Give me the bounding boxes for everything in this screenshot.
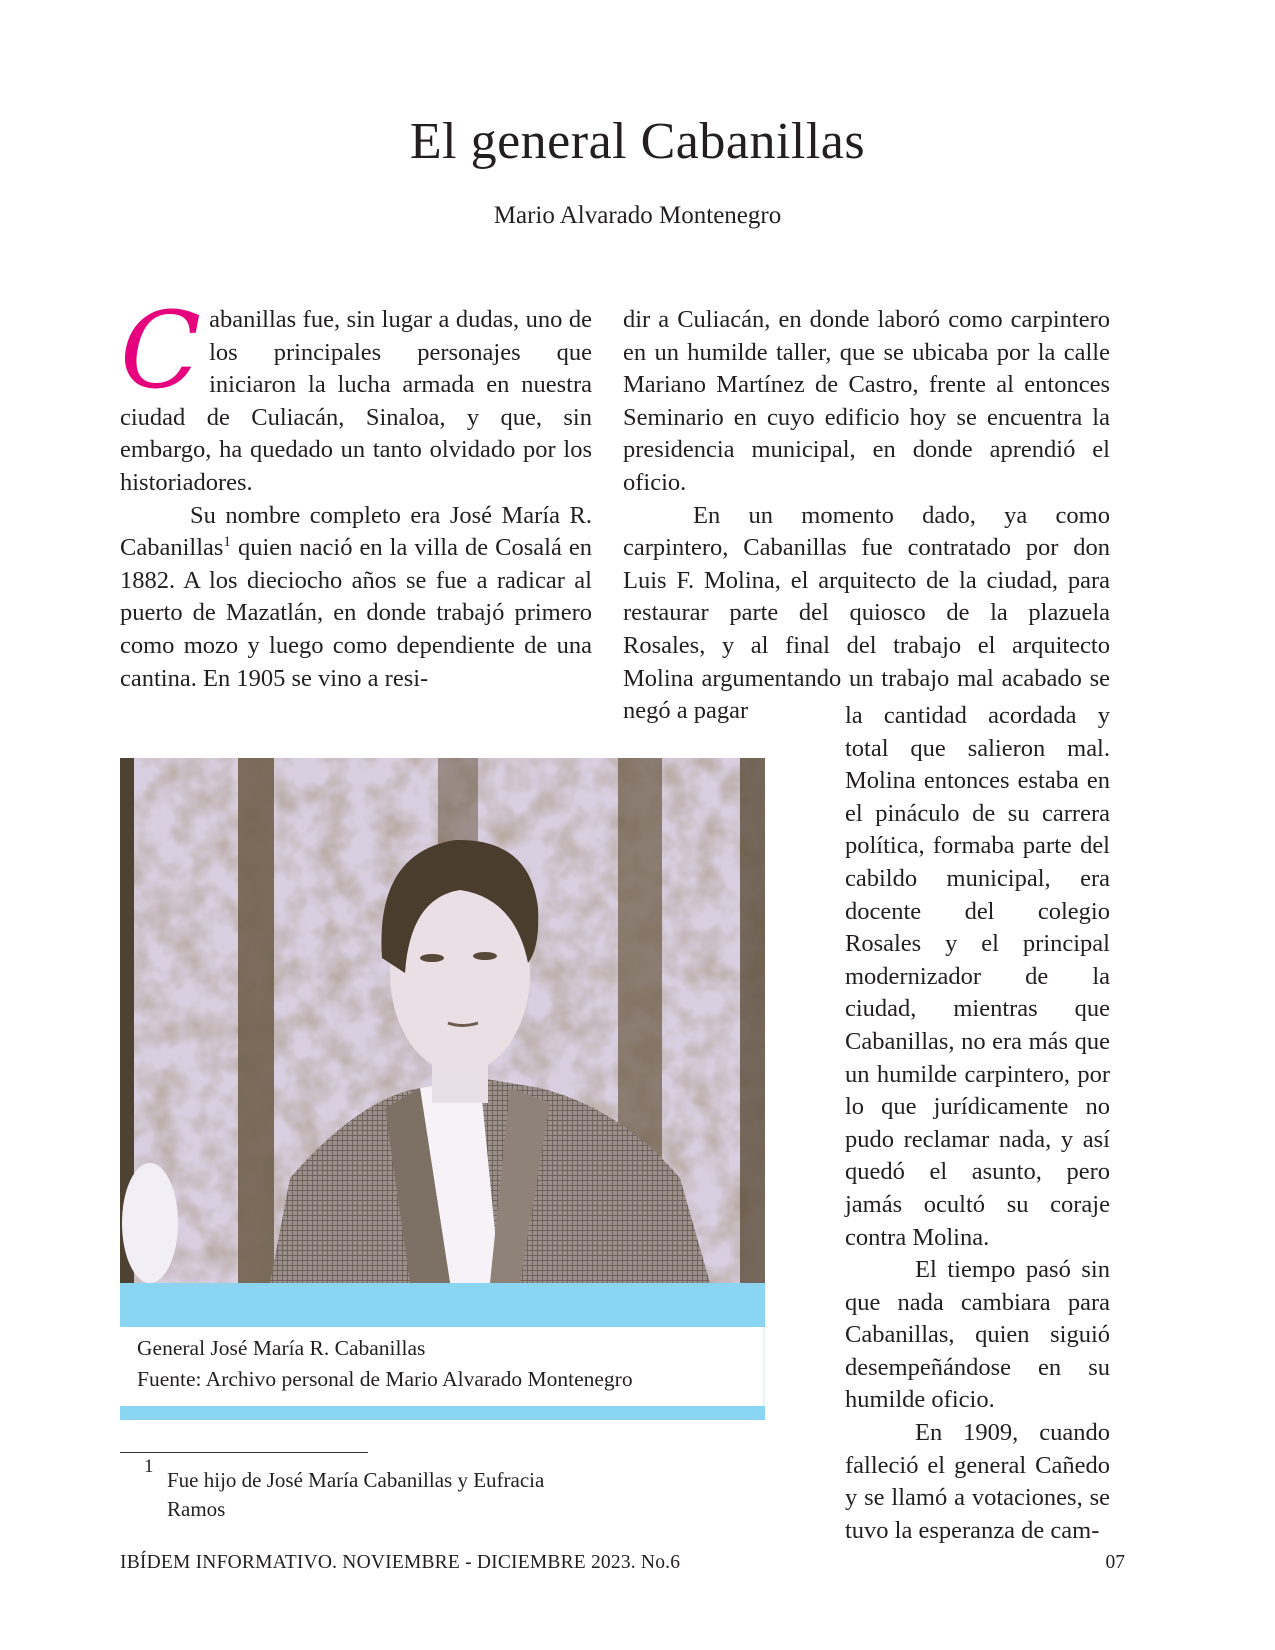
publication-footer: IBÍDEM INFORMATIVO. NOVIEMBRE - DICIEMBRE 2023. No.6 (120, 1552, 681, 1573)
name-text: Su nombre completo era José María R. Cabanillas (120, 501, 592, 562)
article-author: Mario Alvarado Montenegro (493, 202, 782, 229)
right-narrow-column (845, 700, 1110, 1547)
page-number: 07 (1105, 1552, 1125, 1573)
figure-caption: General José María R. Cabanillas (137, 1336, 426, 1360)
paragraph-time: El tiempo pasó sin que nada cambiara para Cabanillas, quien siguió desempeñándose en su humilde oficio. (845, 1256, 1110, 1414)
footnote-divider (120, 1452, 368, 1453)
portrait-illustration (120, 758, 765, 1283)
footnote-marker[interactable]: 1 (223, 534, 231, 551)
paragraph-1909: En 1909, cuando falleció el general Cañedo y se llamó a votaciones, se tuvo la esperanza de cam- (845, 1419, 1110, 1544)
paragraph-molina-cont: la cantidad acordada y total que salieron mal. Molina entonces estaba en el pináculo de su carrera política, formaba parte del cabildo municipal, era docente del colegio Rosales y el principal modernizador de la ciudad, mientras que Cabanillas, no era más que un humilde carpintero, por lo que jurídicamente no pudo reclamar nada, y así quedó el asunto, pero jamás ocultó su coraje contra Molina. (845, 702, 1110, 1251)
figure-source: Fuente: Archivo personal de Mario Alvarado Montenegro (137, 1367, 633, 1391)
paragraph-continuation: dir a Culiacán, en donde laboró como carpintero en un humilde taller, que se ubicaba por la calle Mariano Martínez de Castro, frente al entonces Seminario en cuyo edificio hoy se encuentra la presidencia municipal, en donde aprendió el oficio. (623, 306, 1110, 496)
drop-cap: C (120, 289, 202, 412)
caption-band-top (120, 1283, 765, 1327)
paragraph-molina: En un momento dado, ya como carpintero, Cabanillas fue contratado por don Luis F. Molina, el arquitecto de la ciudad, para restaurar parte del quiosco de la plazuela Rosales, y al final del trabajo el arquitecto Molina argumentando un trabajo mal acabado se negó a pagar (623, 501, 1110, 725)
paragraph-intro (120, 289, 592, 500)
paragraph-name (120, 500, 592, 696)
portrait-photo (120, 758, 765, 1283)
birth-text: quien nació en la villa de Cosalá en 1882. A los dieciocho años se fue a radicar al puerto de Mazatlán, en donde trabajó primero como mozo y luego como dependiente de una cantina. En 1905 se vino a resi- (120, 534, 592, 692)
footnote-number: 1 (144, 1456, 154, 1477)
footnote-text: Fue hijo de José María Cabanillas y Eufracia Ramos (167, 1468, 545, 1521)
intro-text: abanillas fue, sin lugar a dudas, uno de los principales personajes que iniciaron la lucha armada en nuestra ciudad de Culiacán, Sinaloa, y que, sin embargo, ha quedado un tanto olvidado por los historiadores. (120, 306, 592, 496)
article-title: El general Cabanillas (409, 113, 866, 170)
caption-band-bottom (120, 1406, 765, 1420)
right-column (623, 304, 1110, 728)
left-column (120, 289, 592, 695)
